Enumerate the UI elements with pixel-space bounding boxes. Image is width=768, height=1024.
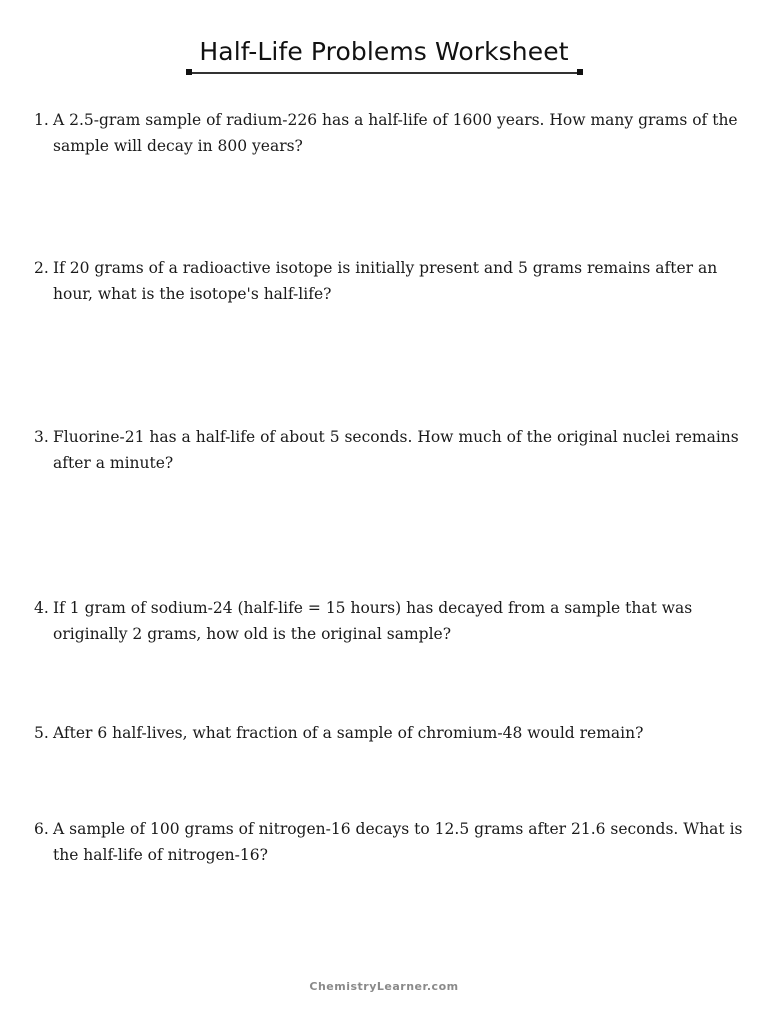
question-text: Fluorine-21 has a half-life of about 5 seconds. How much of the original nuclei remains after a minute? xyxy=(53,428,739,472)
title-container xyxy=(0,36,768,68)
question-6 xyxy=(34,816,744,868)
question-number: 6. xyxy=(34,820,49,838)
question-text: After 6 half-lives, what fraction of a sample of chromium-48 would remain? xyxy=(53,724,644,742)
question-number: 2. xyxy=(34,259,49,277)
question-5 xyxy=(34,720,744,746)
page-title: Half-Life Problems Worksheet xyxy=(199,37,569,66)
question-number: 4. xyxy=(34,599,49,617)
question-text: A sample of 100 grams of nitrogen-16 decays to 12.5 grams after 21.6 seconds. What is the half-life of nitrogen-16? xyxy=(53,820,743,864)
question-2 xyxy=(34,255,744,307)
question-number: 3. xyxy=(34,428,49,446)
underline-left-cap xyxy=(186,69,192,75)
underline-right-cap xyxy=(577,69,583,75)
question-3 xyxy=(34,424,744,476)
question-text: If 1 gram of sodium-24 (half-life = 15 hours) has decayed from a sample that was originally 2 grams, how old is the original sample? xyxy=(53,599,693,643)
question-1 xyxy=(34,107,744,159)
title-underline xyxy=(188,72,580,74)
question-number: 1. xyxy=(34,111,49,129)
question-4 xyxy=(34,595,744,647)
footer-credit: ChemistryLearner.com xyxy=(309,980,459,993)
question-text: If 20 grams of a radioactive isotope is initially present and 5 grams remains after an hour, what is the isotope's half-life? xyxy=(53,259,718,303)
question-number: 5. xyxy=(34,724,49,742)
question-text: A 2.5-gram sample of radium-226 has a half-life of 1600 years. How many grams of the sample will decay in 800 years? xyxy=(53,111,738,155)
